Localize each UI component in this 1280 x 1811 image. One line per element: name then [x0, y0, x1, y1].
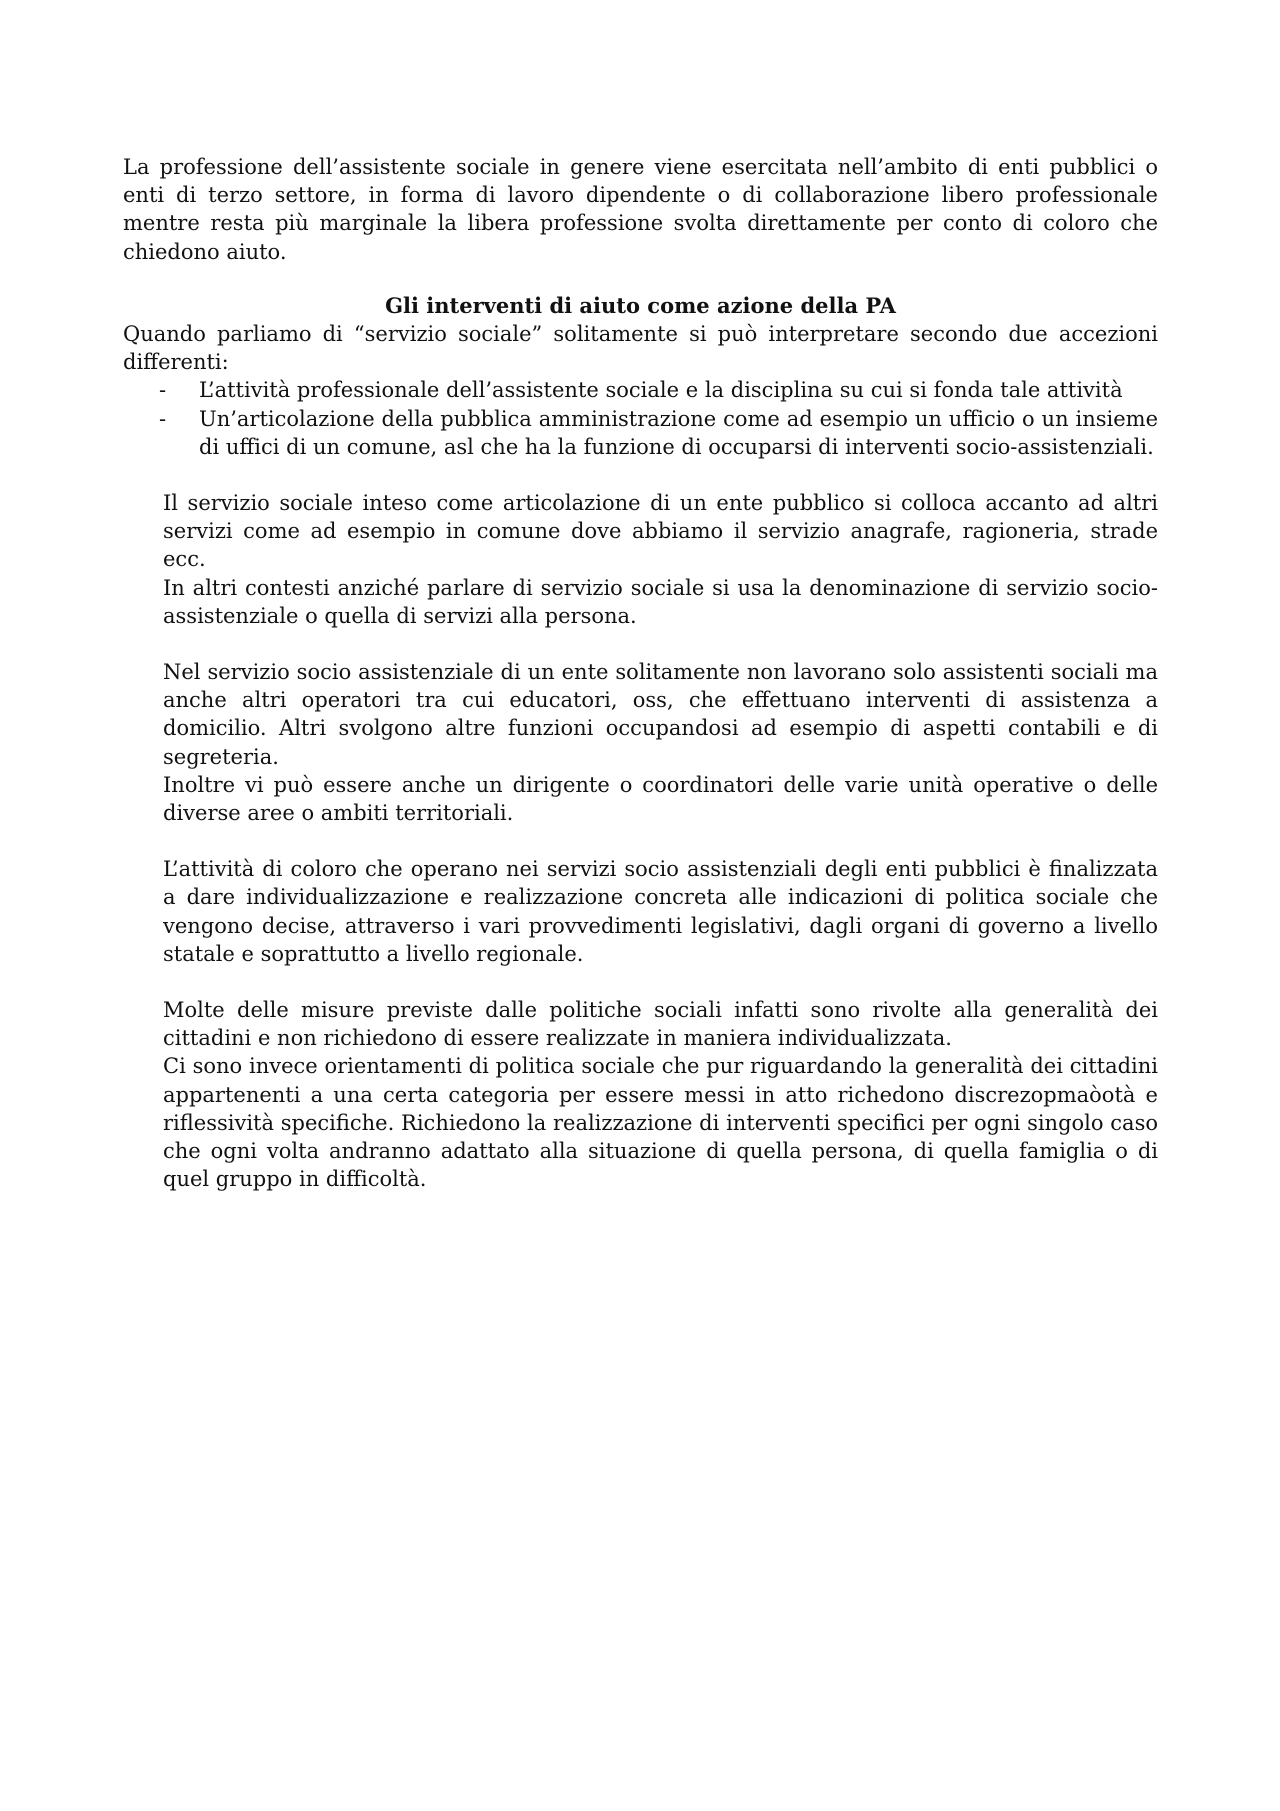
body-paragraph: Ci sono invece orientamenti di politica sociale che pur riguardando la generalità dei cittadini appartenenti a una certa categoria per essere messi in atto richedono discrezopmaòotà e riflessività specifiche. Richiedono la realizzazione di interventi specifici per ogni singolo caso che ogni volta andranno adattato alla situazione di quella persona, di quella famiglia o di quel gruppo in difficoltà. — [163, 1054, 1158, 1192]
paragraph-gap — [163, 968, 1158, 996]
indented-section — [163, 489, 1158, 1193]
paragraph-gap — [163, 630, 1158, 658]
section-heading: Gli interventi di aiuto come azione della PA — [385, 292, 896, 318]
body-paragraph: Inoltre vi può essere anche un dirigente o coordinatori delle varie unità operative o delle diverse aree o ambiti territoriali. — [163, 772, 1158, 826]
list-item-text: L’attività professionale dell’assistente sociale e la disciplina su cui si fonda tale attività — [199, 378, 1123, 403]
list-item — [159, 405, 1158, 461]
paragraph-gap — [123, 461, 1158, 489]
body-paragraph: Molte delle misure previste dalle politiche sociali infatti sono rivolte alla generalità dei cittadini e non richiedono di essere realizzate in maniera individualizzata. — [163, 998, 1158, 1051]
intro-paragraph: La professione dell’assistente sociale in genere viene esercitata nell’ambito di enti pubblici o enti di terzo settore, in forma di lavoro dipendente o di collaborazione libero professionale mentre resta più marginale la libera professione svolta direttamente per conto di coloro che chiedono aiuto. — [123, 155, 1158, 264]
body-paragraph: Il servizio sociale inteso come articolazione di un ente pubblico si colloca accanto ad altri servizi come ad esempio in comune dove abbiamo il servizio anagrafe, ragioneria, strade ecc. — [163, 491, 1158, 572]
body-paragraph: In altri contesti anziché parlare di servizio sociale si usa la denominazione di servizio socio-assistenziale o quella di servizi alla persona. — [163, 575, 1158, 628]
body-paragraph: Nel servizio socio assistenziale di un ente solitamente non lavorano solo assistenti sociali ma anche altri operatori tra cui educatori, oss, che effettuano interventi di assistenza a domicilio. Altri svolgono altre funzioni occupandosi ad esempio di aspetti contabili e di segreteria. — [163, 660, 1158, 769]
paragraph-gap — [163, 827, 1158, 855]
definition-paragraph: Quando parliamo di “servizio sociale” solitamente si può interpretare secondo due accezioni differenti: — [123, 322, 1158, 375]
list-item — [159, 376, 1158, 404]
list-dash: - — [159, 406, 167, 431]
page-content — [123, 153, 1158, 1194]
list-item-text: Un’articolazione della pubblica amministrazione come ad esempio un ufficio o un insieme di uffici di un comune, asl che ha la funzione di occuparsi di interventi socio-assistenziali. — [199, 406, 1158, 459]
list-dash: - — [159, 378, 167, 403]
definition-list — [123, 376, 1158, 461]
body-paragraph: L’attività di coloro che operano nei servizi socio assistenziali degli enti pubblici è finalizzata a dare individualizzazione e realizzazione concreta alle indicazioni di politica sociale che vengono decise, attraverso i vari provvedimenti legislativi, dagli organi di governo a livello statale e soprattutto a livello regionale. — [163, 857, 1158, 966]
